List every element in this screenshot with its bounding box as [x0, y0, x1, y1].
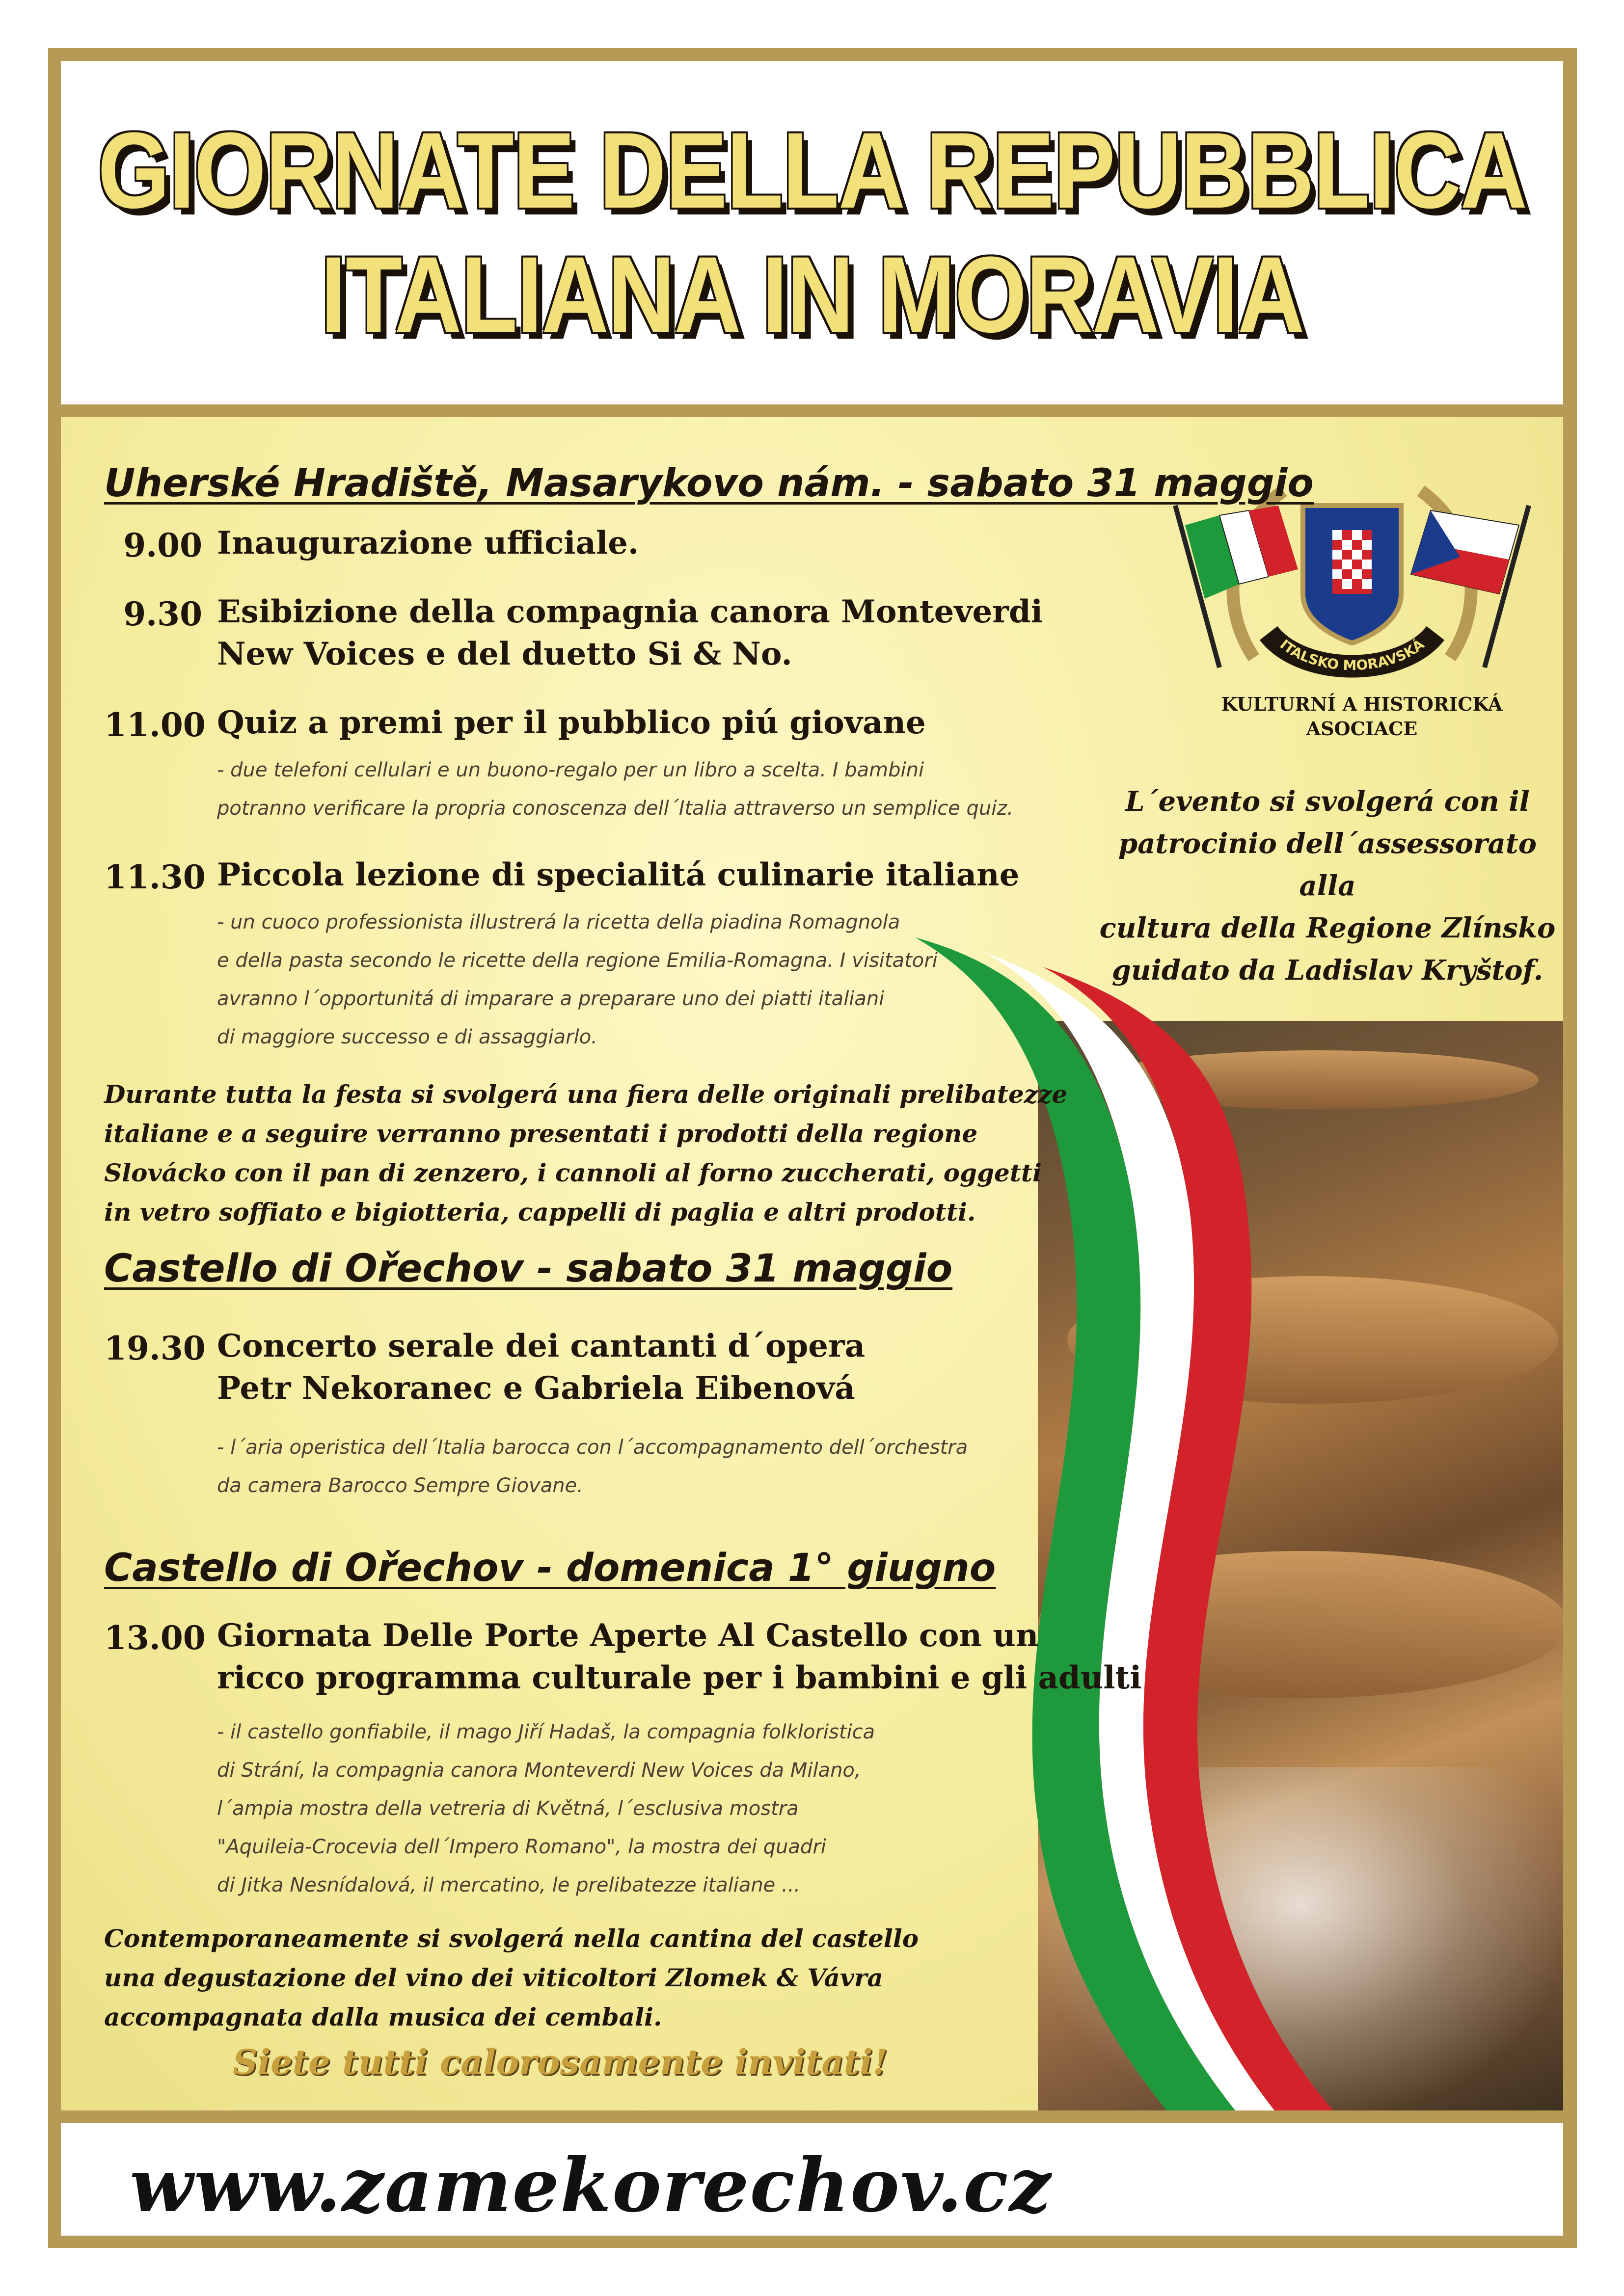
event-time: 11.00	[104, 706, 206, 744]
emblem-caption-line-1: KULTURNÍ A HISTORICKÁ	[1221, 693, 1503, 715]
website-link[interactable]: www.zamekorechov.cz	[130, 2142, 1052, 2229]
patronage-line: patrocinio dell´assessorato alla	[1118, 828, 1537, 902]
event-title: Inaugurazione ufficiale.	[217, 525, 639, 561]
poster-title-line-2: ITALIANA IN MORAVIA	[320, 234, 1304, 355]
event-time: 13.00	[104, 1619, 206, 1657]
event-description: - un cuoco professionista illustrerá la ricetta della piadina Romagnola e della pasta secondo le ricette della regione Emilia-Romagna. I visitatori avranno l´opportunitá di imparare a preparare uno dei piatti italiani di maggiore successo e di assaggiarlo.	[217, 911, 938, 1048]
poster-title-line-1: GIORNATE DELLA REPUBBLICA	[97, 110, 1527, 231]
section-heading-orechov-sunday: Castello di Ořechov - domenica 1° giugno	[104, 1546, 996, 1590]
event-title: Piccola lezione di specialitá culinarie italiane	[217, 856, 1020, 893]
patronage-line: cultura della Regione Zlínsko	[1099, 912, 1556, 944]
emblem-caption-line-2: ASOCIACE	[1306, 718, 1418, 740]
content-panel	[61, 417, 1563, 2110]
emblem-ring-text: ITALSKO MORAVSKÁ	[1276, 636, 1428, 674]
section-heading-orechov-saturday: Castello di Ořechov - sabato 31 maggio	[104, 1247, 953, 1291]
event-title: Esibizione della compagnia canora Monteverdi New Voices e del duetto Si & No.	[217, 593, 1043, 672]
title-box	[61, 61, 1563, 404]
patronage-note	[1092, 780, 1563, 991]
fair-paragraph: Durante tutta la festa si svolgerá una fiera delle originali prelibatezze italiane e a seguire verranno presentati i prodotti della regione Slovácko con il pan di zenzero, i cannoli al forno zuccherati, oggetti in vetro soffiato e bigiotteria, cappelli di paglia e altri prodotti.	[104, 1080, 1068, 1227]
event-time: 19.30	[104, 1329, 206, 1367]
event-description: - due telefoni cellulari e un buono-regalo per un libro a scelta. I bambini potranno verificare la propria conoscenza dell´Italia attraverso un semplice quiz.	[217, 759, 1014, 820]
patronage-line: L´evento si svolgerá con il	[1125, 785, 1530, 818]
event-description: - l´aria operistica dell´Italia barocca con l´accompagnamento dell´orchestra da camera Barocco Sempre Giovane.	[217, 1436, 968, 1497]
invitation-text: Siete tutti calorosamente invitati!	[233, 2042, 888, 2082]
event-time: 9.00	[123, 526, 202, 564]
event-time: 11.30	[104, 858, 206, 896]
event-time: 9.30	[123, 595, 202, 633]
event-description: - il castello gonfiabile, il mago Jiří Hadaš, la compagnia folkloristica di Strání, la compagnia canora Monteverdi New Voices da Milano, l´ampia mostra della vetreria di Květná, l´esclusiva mostra "Aquileia-Crocevia dell´Impero Romano", la mostra dei quadri di Jitka Nesnídalová, il mercatino, le prelibatezze italiane ...	[217, 1721, 875, 1896]
event-title: Quiz a premi per il pubblico piú giovane	[217, 704, 926, 741]
event-title: Giornata Delle Porte Aperte Al Castello con un ricco programma culturale per i bambini e gli adulti	[217, 1617, 1142, 1696]
footer-bar	[61, 2123, 1563, 2236]
section-heading-uherske-hradiste: Uherské Hradiště, Masarykovo nám. - sabato 31 maggio	[104, 461, 1314, 506]
eagle-icon	[1332, 530, 1372, 594]
patronage-line: guidato da Ladislav Kryštof.	[1111, 954, 1543, 987]
emblem-caption	[1161, 692, 1563, 741]
event-title: Concerto serale dei cantanti d´opera Petr Nekoranec e Gabriela Eibenová	[217, 1328, 866, 1407]
wine-tasting-paragraph: Contemporaneamente si svolgerá nella cantina del castello una degustazione del vino dei viticoltori Zlomek & Vávra accompagnata dalla musica dei cembali.	[104, 1924, 919, 2031]
